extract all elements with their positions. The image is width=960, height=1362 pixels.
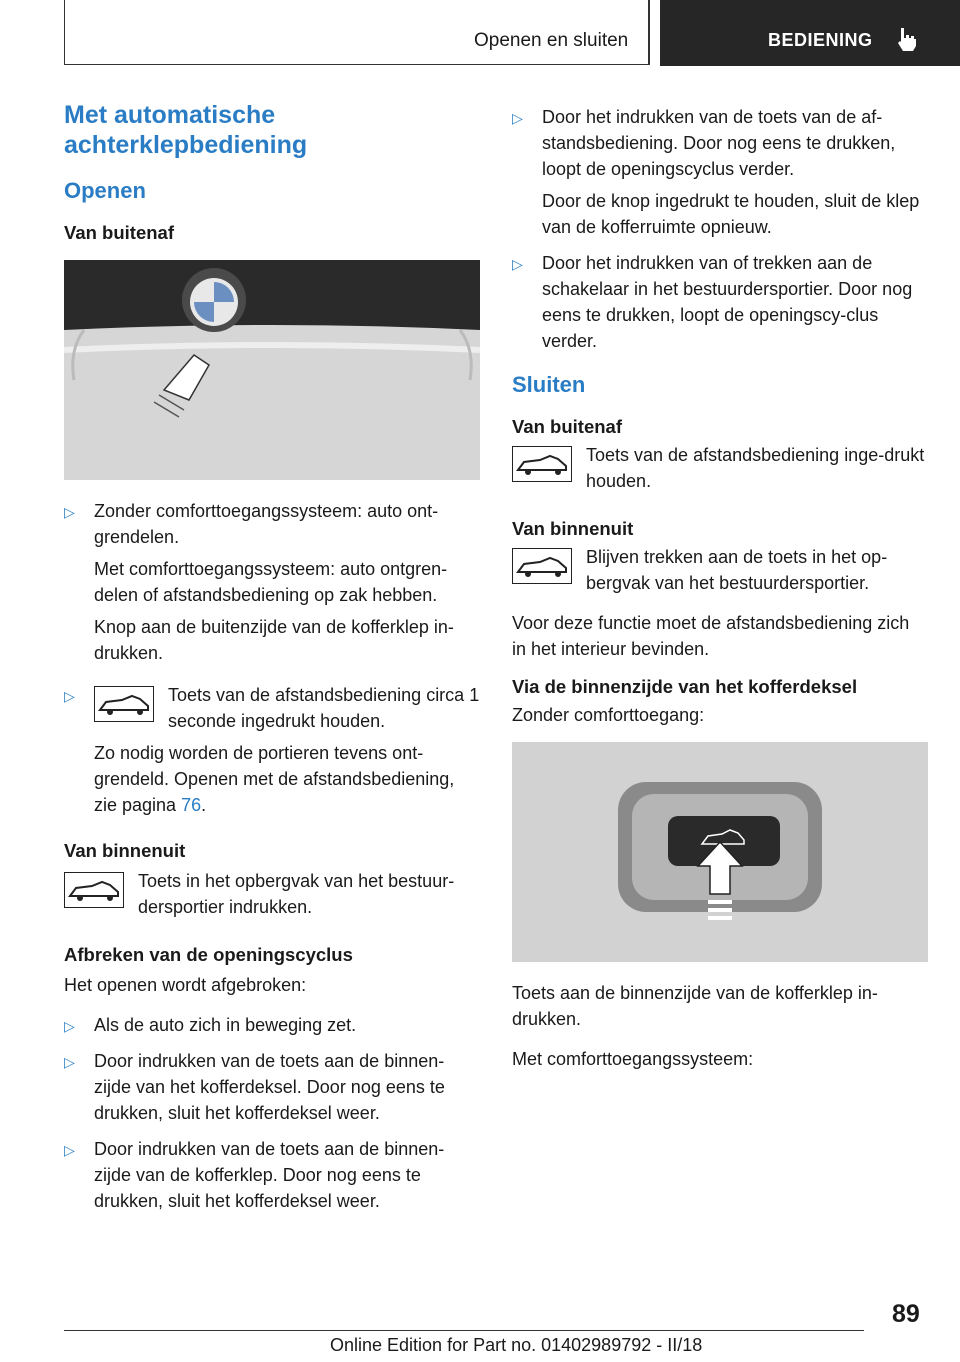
bullet-item-remote (64, 682, 480, 818)
header-bottom-border (64, 64, 650, 65)
outside-key-row (512, 442, 928, 494)
header-left-border (64, 0, 65, 64)
list-item (64, 1136, 480, 1214)
page-link[interactable]: 76 (181, 795, 202, 815)
outside-heading: Van buitenaf (64, 222, 174, 243)
inside-key-row (64, 868, 480, 920)
page-title: Met automatische achterklepbediening (64, 101, 308, 159)
bullet-text: Toets van de afstandsbediening circa 1 seconde ingedrukt houden. (168, 685, 480, 731)
inside-heading: Van binnenuit (512, 518, 634, 539)
list-item-text: Door indrukken van de toets aan de binnen-zijde van het kofferdeksel. Door nog eens te drukken, sluit het kofferdeksel weer. (94, 1051, 445, 1123)
triangle-right-icon: ▷ (64, 1018, 75, 1034)
list-item (64, 1048, 480, 1126)
tailgate-button-photo (512, 742, 928, 962)
inside-key-row (512, 544, 928, 596)
bullet-item-remote-cycle (512, 104, 928, 240)
outside-text: Toets van de afstandsbediening inge-drukt houden. (586, 445, 925, 491)
cancel-intro: Het openen wordt afgebroken: (64, 975, 307, 995)
footer-edition: Online Edition for Part no. 01402989792 - II/18 (330, 1335, 703, 1355)
outside-heading: Van buitenaf (512, 416, 622, 437)
bullet-text: Met comforttoegangssysteem: auto ontgren-delen of afstandsbediening op zak hebben. (94, 559, 448, 605)
left-column (64, 100, 480, 1224)
bullet-sub-suffix: . (201, 795, 207, 815)
close-heading: Sluiten (512, 372, 586, 397)
pointing-hand-icon (896, 26, 918, 52)
triangle-right-icon: ▷ (64, 504, 75, 520)
list-item (64, 1012, 480, 1038)
chapter-tab[interactable] (660, 0, 960, 66)
bullet-text (94, 740, 480, 818)
note-text: Voor deze functie moet de afstandsbediening zich in het interieur bevinden. (512, 613, 910, 659)
open-heading: Openen (64, 178, 146, 203)
inside-text: Blijven trekken aan de toets in het op-bergvak van het bestuurdersportier. (586, 547, 888, 593)
inside-heading: Van binnenuit (64, 840, 186, 861)
bullet-item-switch (512, 250, 928, 354)
bullet-sub-text: Zo nodig worden de portieren tevens ont-grendeld. Openen met de afstandsbediening, zie pagina (94, 743, 455, 815)
no-comfort-text: Zonder comforttoegang: (512, 705, 705, 725)
tailgate-key-icon (64, 872, 124, 908)
tailgate-key-icon (512, 548, 572, 584)
page-number: 89 (892, 1300, 920, 1328)
triangle-right-icon: ▷ (512, 256, 523, 272)
right-column (512, 104, 928, 1072)
header-separator (648, 0, 650, 64)
with-comfort-text: Met comforttoegangssysteem: (512, 1049, 754, 1069)
footer-rule (64, 1330, 864, 1331)
inside-text: Toets in het opbergvak van het bestuur-dersportier indrukken. (138, 871, 455, 917)
header-section-title: Openen en sluiten (474, 30, 629, 51)
cancel-heading: Afbreken van de openingscyclus (64, 944, 353, 965)
lid-heading: Via de binnenzijde van het kofferdeksel (512, 676, 858, 697)
triangle-right-icon: ▷ (64, 1054, 75, 1070)
tailgate-key-icon (512, 446, 572, 482)
tailgate-key-icon (94, 686, 154, 722)
triangle-right-icon: ▷ (512, 110, 523, 126)
caption-text: Toets aan de binnenzijde van de kofferklep in-drukken. (512, 983, 878, 1029)
chapter-tab-label: BEDIENING (768, 30, 873, 50)
bullet-text: Door de knop ingedrukt te houden, sluit de klep van de kofferruimte opnieuw. (542, 191, 920, 237)
bullet-text: Zonder comforttoegangssysteem: auto ont-grendelen. (94, 501, 439, 547)
tailgate-button-illustration (512, 742, 928, 962)
tailgate-illustration (64, 260, 480, 480)
triangle-right-icon: ▷ (64, 688, 75, 704)
triangle-right-icon: ▷ (64, 1142, 75, 1158)
list-item-text: Als de auto zich in beweging zet. (94, 1015, 357, 1035)
bmw-logo-tailgate-photo (64, 260, 480, 480)
list-item-text: Door indrukken van de toets aan de binnen-zijde van de kofferklep. Door nog eens te drukken, sluit het kofferdeksel weer. (94, 1139, 445, 1211)
bullet-text: Knop aan de buitenzijde van de kofferklep in-drukken. (94, 617, 454, 663)
bullet-item-outside-unlock (64, 498, 480, 666)
bullet-text: Door het indrukken van de toets van de af-standsbediening. Door nog eens te drukken, loopt de openingscyclus verder. (542, 107, 896, 179)
bullet-text: Door het indrukken van of trekken aan de schakelaar in het bestuurdersportier. Door nog eens te drukken, loopt de openingscy-clus verder. (542, 253, 913, 351)
